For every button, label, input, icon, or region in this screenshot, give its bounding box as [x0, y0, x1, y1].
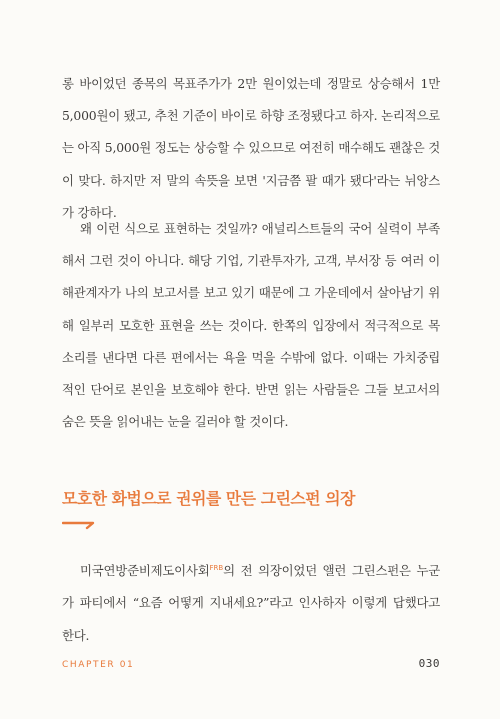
section-heading: 모호한 화법으로 권위를 만든 그린스펀 의장 — [62, 489, 355, 508]
paragraph-text: 롱 바이었던 종목의 목표주가가 2만 원이었는데 정말로 상승해서 1만 5,000원이 됐고, 추천 기준이 바이로 하향 조정됐다고 하자. 논리적으로는 아직 5,000원 정도는 상승할 수 있으므로 여전히 매수해도 괜찮은 것이 맞다. 하지만 저 말의 속뜻을 보면 '지금쯤 팔 때가 됐다'라는 뉘앙스가 강하다. — [62, 76, 440, 220]
chapter-label: CHAPTER 01 — [62, 660, 135, 670]
frb-superscript: FRB — [209, 564, 224, 572]
paragraph-start: 미국연방준비제도이사회 — [80, 563, 210, 579]
body-paragraph-1 — [62, 68, 440, 229]
heading-underline-mark — [62, 518, 102, 530]
paragraph-text: 왜 이런 식으로 표현하는 것일까? 애널리스트들의 국어 실력이 부족해서 그런 것이 아니다. 해당 기업, 기관투자가, 고객, 부서장 등 여러 이해관계자가 나의 보고서를 보고 있기 때문에 그 가운데에서 살아남기 위해 일부러 모호한 표현을 쓰는 것이다. 한쪽의 입장에서 적극적으로 목소리를 낸다면 다른 편에서는 욕을 먹을 수밖에 없다. 이때는 가치중립적인 단어로 본인을 보호해야 한다. 반면 읽는 사람들은 그들 보고서의 숨은 뜻을 읽어내는 눈을 길러야 할 것이다. — [62, 221, 440, 430]
paragraph-text — [62, 552, 440, 652]
paragraph-rest: 의 전 의장이었던 앨런 그린스펀은 누군가 파티에서 “요즘 어떻게 지내세요?”라고 인사하자 이렇게 답했다고 한다. — [62, 563, 440, 643]
page-number: 030 — [418, 657, 440, 670]
body-paragraph-2 — [62, 213, 440, 438]
section-paragraph — [62, 552, 440, 652]
